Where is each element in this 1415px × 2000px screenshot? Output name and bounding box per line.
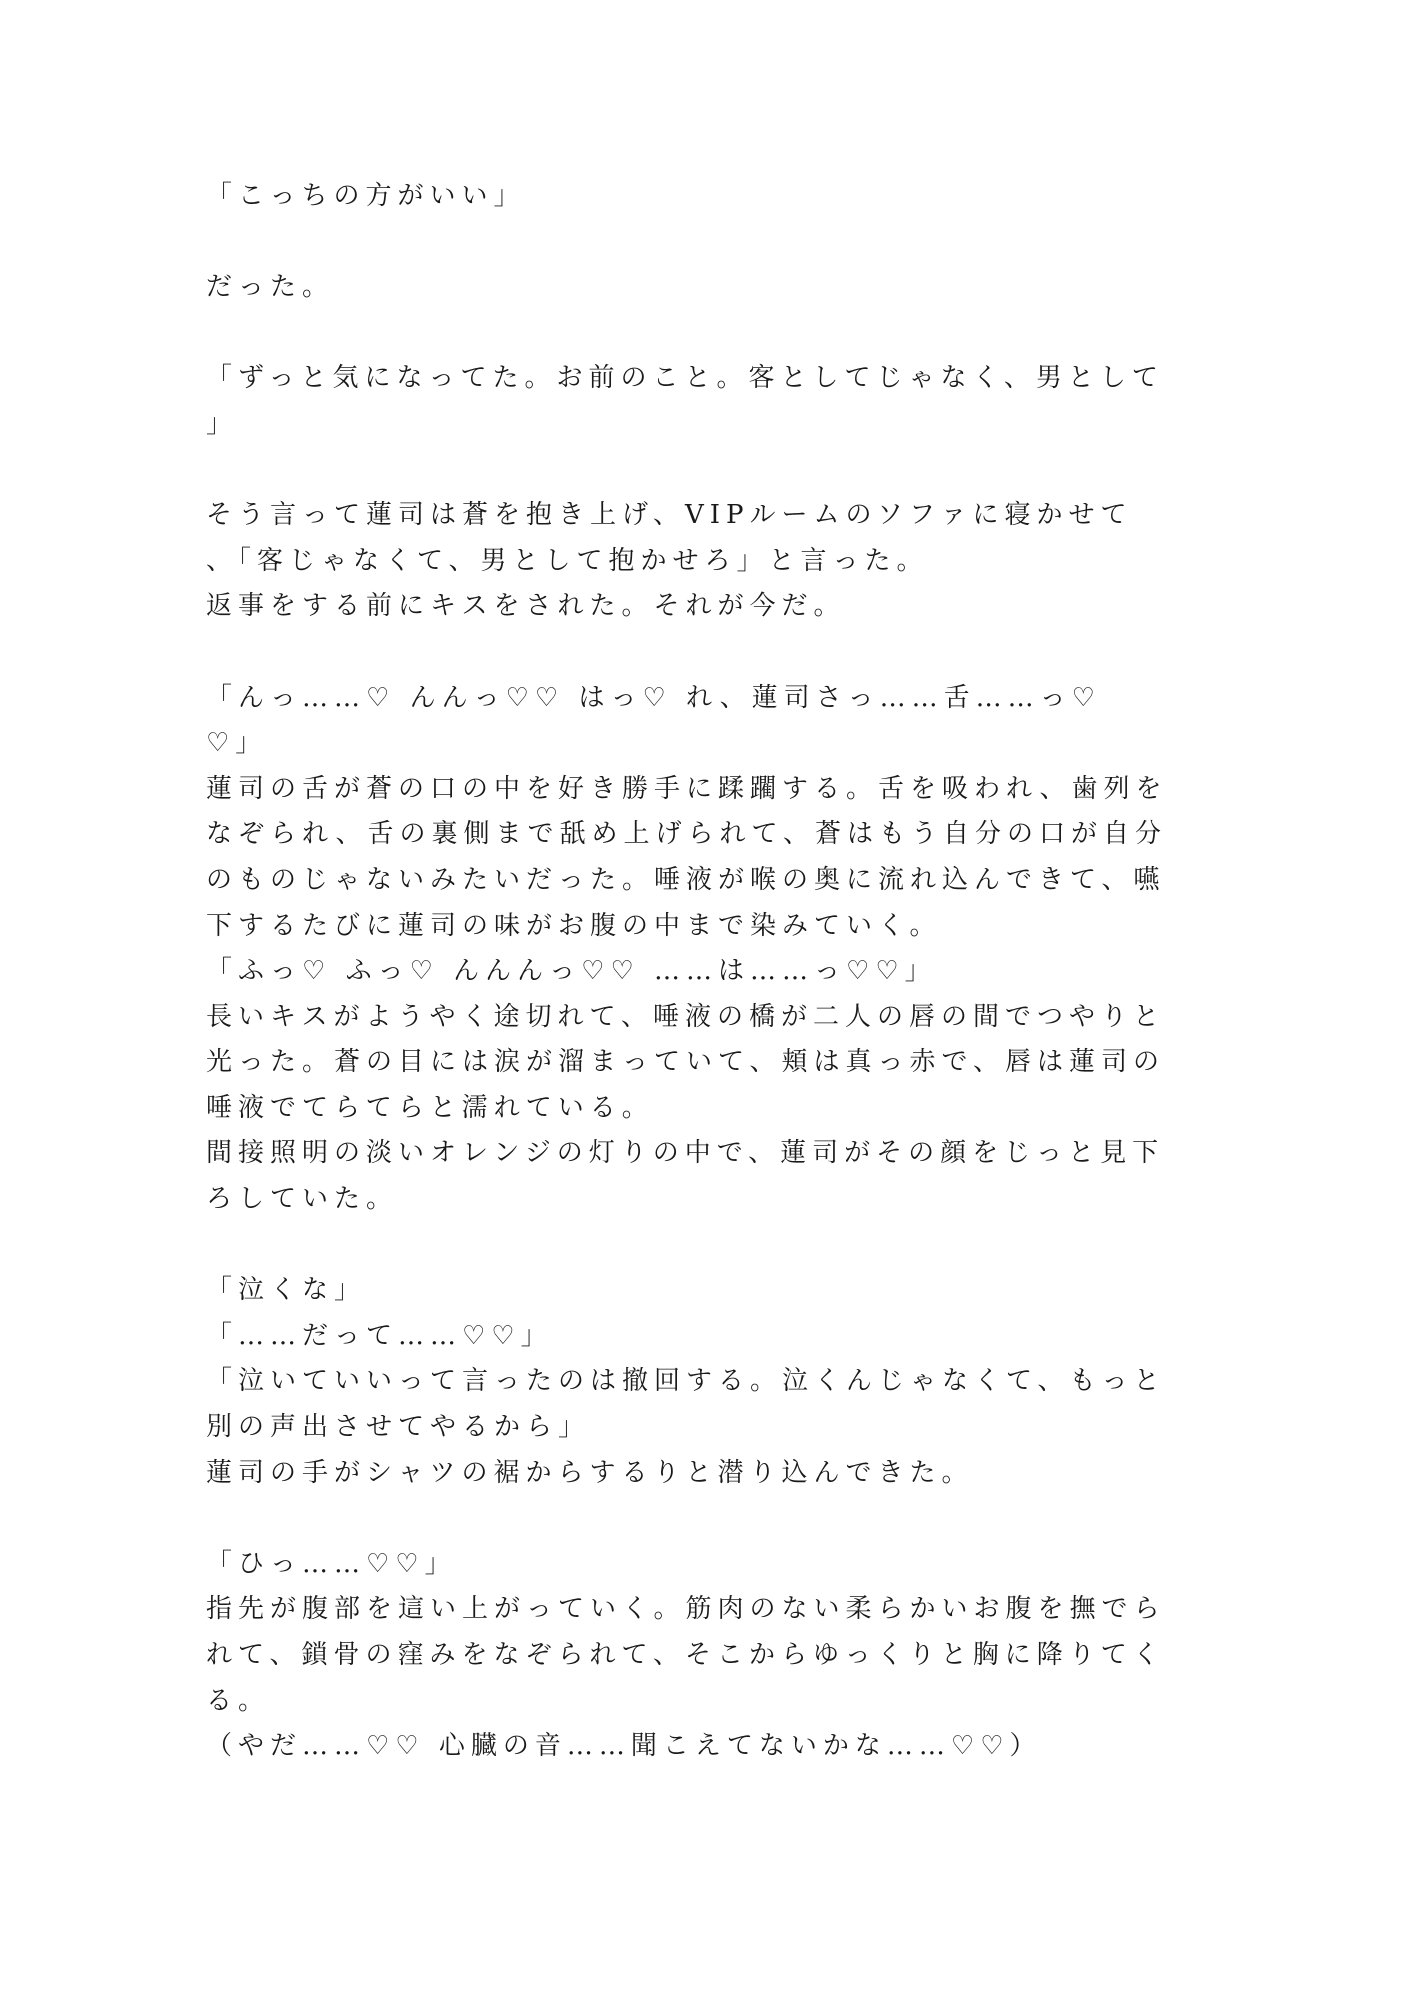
text-line: 「ずっと気になってた。お前のこと。客としてじゃなく、男として [206, 363, 1164, 394]
blank-line [206, 220, 1206, 266]
text-line: 蓮司の舌が蒼の口の中を好き勝手に蹂躙する。舌を吸われ、歯列を [206, 773, 1168, 804]
text-line: 間接照明の淡いオレンジの灯りの中で、蓮司がその顔をじっと見下 [206, 1138, 1165, 1169]
text-line: 下するたびに蓮司の味がお腹の中まで染みていく。 [206, 910, 942, 941]
text-line: 蓮司の手がシャツの裾からするりと潜り込んできた。 [206, 1457, 974, 1488]
blank-line [206, 448, 1206, 494]
text-line: 、「客じゃなくて、男として抱かせろ」と言った。 [206, 545, 929, 576]
text-line: 「ひっ……♡♡」 [206, 1548, 457, 1579]
text-line: 長いキスがようやく途切れて、唾液の橋が二人の唇の間でつやりと [206, 1001, 1165, 1032]
text-line: る。 [206, 1685, 271, 1716]
blank-line [206, 1496, 1206, 1542]
text-line: 」 [206, 408, 239, 439]
text-line: ♡」 [206, 728, 268, 759]
text-line: 光った。蒼の目には涙が溜まっていて、頬は真っ赤で、唇は蓮司の [206, 1047, 1165, 1078]
text-line: 「こっちの方がいい」 [206, 181, 526, 211]
text-line: 「ふっ♡ ふっ♡ んんんっ♡♡ ……は……っ♡♡」 [206, 956, 937, 987]
blank-line [206, 311, 1206, 357]
text-line: 「泣くな」 [206, 1275, 367, 1306]
text-line: 返事をする前にキスをされた。それが今だ。 [206, 591, 846, 622]
text-line: 「んっ……♡ んんっ♡♡ はっ♡ れ、蓮司さっ……舌……っ♡ [206, 682, 1101, 713]
blank-line [206, 1223, 1206, 1269]
text-line: れて、鎖骨の窪みをなぞられて、そこからゆっくりと胸に降りてく [206, 1640, 1165, 1670]
text-line: 唾液でてらてらと濡れている。 [206, 1092, 654, 1123]
text-line: のものじゃないみたいだった。唾液が喉の奥に流れ込んできて、嚥 [206, 864, 1166, 895]
text-line: 「……だって……♡♡」 [206, 1320, 553, 1351]
document-page [206, 174, 1206, 1770]
text-line: なぞられ、舌の裏側まで舐め上げられて、蒼はもう自分の口が自分 [206, 819, 1168, 850]
text-line: ろしていた。 [206, 1184, 399, 1215]
text-line: （やだ……♡♡ 心臓の音……聞こえてないかな……♡♡） [206, 1731, 1042, 1762]
text-line: 「泣いていいって言ったのは撤回する。泣くんじゃなくて、もっと [206, 1366, 1166, 1397]
text-line: だった。 [206, 272, 335, 303]
text-line: そう言って蓮司は蒼を抱き上げ、VIPルームのソファに寝かせて [206, 500, 1133, 531]
text-line: 別の声出させてやるから」 [206, 1412, 591, 1443]
text-line: 指先が腹部を這い上がっていく。筋肉のない柔らかいお腹を撫でら [206, 1594, 1166, 1625]
blank-line [206, 630, 1206, 676]
